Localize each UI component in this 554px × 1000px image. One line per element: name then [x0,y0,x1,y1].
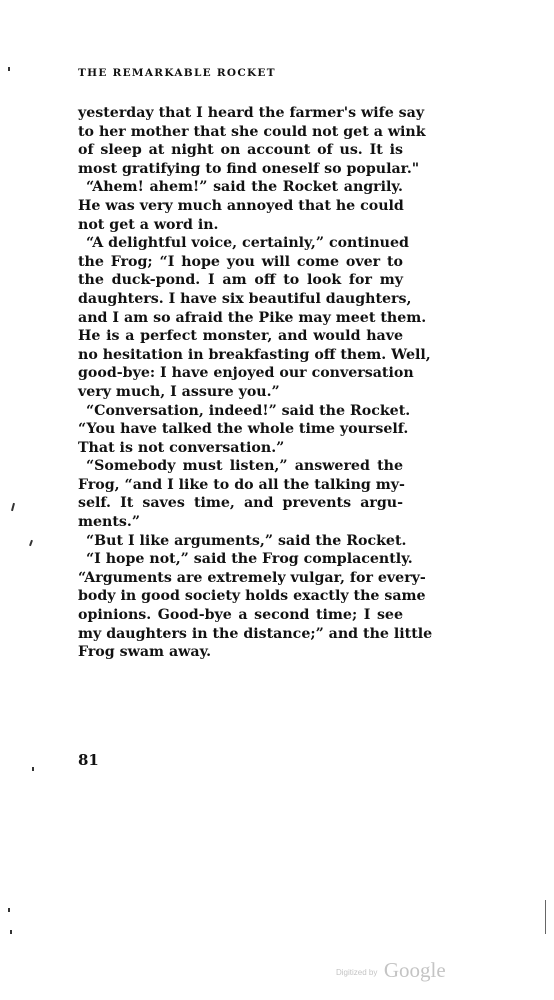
digitized-by-google-watermark [336,958,446,983]
text-line: my daughters in the distance;” and the little [78,625,433,642]
text-line: most gratifying to find oneself so popular." [78,160,420,177]
text-line: good-bye: I have enjoyed our conversation [78,365,414,382]
text-line: “You have talked the whole time yourself. [78,421,409,438]
text-line: very much, I assure you.” [78,383,280,400]
text-line: “Arguments are extremely vulgar, for every- [78,569,426,586]
scan-speck [32,767,34,771]
text-line: “Conversation, indeed!” said the Rocket. [86,402,411,419]
text-line: the Frog; “I hope you will come over to [78,253,403,270]
text-line: body in good society holds exactly the same [78,588,426,605]
text-line: to her mother that she could not get a wink [78,123,426,140]
google-logo: Google [383,958,446,982]
text-line: no hesitation in breakfasting off them. Well, [78,346,431,363]
text-line: and I am so afraid the Pike may meet them. [78,309,427,326]
text-line: “Somebody must listen,” answered the [86,458,403,475]
text-line: “I hope not,” said the Frog complacently. [86,551,413,568]
body-text [78,104,433,662]
text-line: That is not conversation.” [78,439,285,456]
text-line: “A delightful voice, certainly,” continued [86,235,409,252]
text-line: “But I like arguments,” said the Rocket. [86,532,407,549]
scan-speck [11,503,15,511]
scan-speck [8,67,10,71]
page-number: 81 [78,751,99,769]
text-line: the duck-pond. I am off to look for my [78,272,403,289]
running-head: THE REMARKABLE ROCKET [78,67,276,79]
text-line: opinions. Good-bye a second time; I see [78,607,403,624]
text-line: Frog, “and I like to do all the talking my- [78,476,405,493]
text-line: He was very much annoyed that he could [78,197,404,214]
text-line: yesterday that I heard the farmer's wife say [78,105,425,121]
text-line: daughters. I have six beautiful daughters, [78,290,412,307]
watermark-prefix: Digitized by [336,968,378,977]
scan-speck [8,908,10,912]
scan-speck [10,930,12,934]
text-line: Frog swam away. [78,644,212,661]
text-line: self. It saves time, and prevents argu- [78,495,403,512]
text-line: ments.” [78,514,140,531]
text-line: not get a word in. [78,216,219,233]
scan-speck [29,540,33,546]
text-line: He is a perfect monster, and would have [78,328,403,345]
text-line: “Ahem! ahem!” said the Rocket angrily. [86,179,403,196]
text-line: of sleep at night on account of us. It is [78,142,403,159]
scan-speck [545,900,546,934]
